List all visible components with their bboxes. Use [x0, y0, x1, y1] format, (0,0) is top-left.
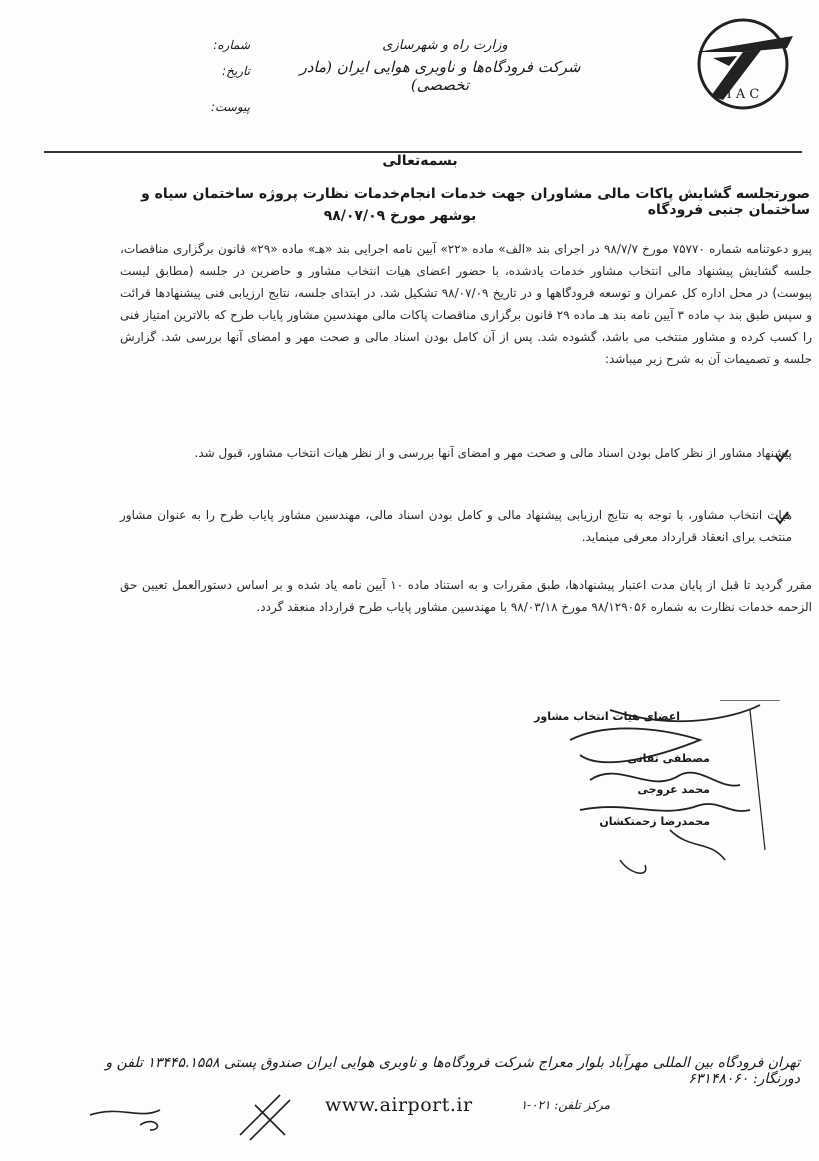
- committee-heading: اعضای هیات انتخاب مشاور: [534, 710, 680, 723]
- iac-logo: [683, 14, 803, 114]
- footer-address: تهران فرودگاه بین المللی مهرآباد بلوار معراج شرکت فرودگاه‌ها و ناوبری هوایی ایران صندوق پستی ۱۳۴۴۵.۱۵۵۸ تلفن و دورنگار: ۶۳۱۴۸۰۶۰: [105, 1055, 800, 1087]
- decision-item-2: هیات انتخاب مشاور، با توجه به نتایج ارزیابی پیشنهاد مالی و کامل بودن اسناد مالی، مهندسین مشاور پایاب طرح را به عنوان مشاور منتخب برای انعقاد قرارداد معرفی مینماید.: [120, 508, 792, 544]
- signatures-scribble: [550, 700, 780, 890]
- company-name: شرکت فرودگاه‌ها و ناوبری هوایی ایران (مادر تخصصی): [299, 58, 581, 94]
- signatory-name: محمدرضا زحمتکشان: [599, 815, 710, 828]
- footer-initials-scribble: [80, 1085, 330, 1145]
- document-title: صورتجلسه گشایش پاکات مالی مشاوران جهت خدمات انجام‌خدمات نظارت پروژه ساختمان سیاه و ساختمان جنبی فرودگاه: [141, 186, 810, 218]
- decision-item-1: پیشنهاد مشاور از نظر کامل بودن اسناد مالی و صحت مهر و امضای آنها بررسی و از نظر هیات انتخاب مشاور، قبول شد.: [194, 446, 792, 460]
- signatory-name: مصطفی تقانی: [627, 752, 710, 765]
- date-label: تاریخ:: [222, 64, 250, 78]
- date-field: [170, 64, 250, 78]
- attachment-field: [170, 100, 250, 114]
- number-label: شماره:: [213, 38, 250, 52]
- closing-paragraph: مقرر گردید تا قبل از پایان مدت اعتبار پیشنهادها، طبق مقررات و به استناد ماده ۱۰ آیین نامه یاد شده و بر اساس دستورالعمل تعیین حق الزحمه خدمات نظارت به شماره ۹۸/۱۲۹۰۵۶ مورخ ۹۸/۰۳/۱۸ با مهندسین مشاور پایاب طرح قرارداد منعقد گردد.: [120, 578, 812, 614]
- logo-lettering: I A C: [726, 87, 760, 102]
- document-title-date: بوشهر مورخ ۹۸/۰۷/۰۹: [323, 208, 477, 224]
- bismillah: بسمه‌تعالی: [382, 153, 458, 169]
- number-field: [170, 38, 250, 52]
- signatory-name: محمد عروجی: [637, 783, 710, 796]
- intro-paragraph: پیرو دعوتنامه شماره ۷۵۷۷۰ مورخ ۹۸/۷/۷ در اجرای بند «الف» ماده «۲۲» آیین نامه اجرایی بند «هـ» ماده «۲۹» قانون برگزاری مناقصات، جلسه گشایش پیشنهاد مالی انتخاب مشاور خدمات یادشده، با حضور اعضای هیات انتخاب مشاور و حاضرین در جلسه (مطابق لیست پیوست) در محل اداره کل عمران و توسعه فرودگاهها و در تاریخ ۹۸/۰۷/۰۹ تشکیل شد. در ابتدای جلسه، نتایج ارزیابی فنی پیشنهادها قرائت و سپس طبق بند پ ماده ۳ آیین نامه بند هـ ماده ۲۹ قانون برگزاری مناقصات پاکات مالی مهندسین مشاور پایاب طرح که بالاترین امتیاز فنی را کسب کرده و مشاور منتخب می باشد، گشوده شد. پس از آن کامل بودن اسناد مالی و صحت مهر و امضای آنها بررسی شد. گزارش جلسه و تصمیمات آن به شرح زیر میباشد:: [120, 242, 812, 366]
- attachment-label: پیوست:: [210, 100, 250, 114]
- footer-website[interactable]: www.airport.ir: [325, 1094, 473, 1116]
- ministry-name: وزارت راه و شهرسازی: [382, 38, 508, 53]
- footer-switchboard: مرکز تلفن: ۰۲۱-۱: [520, 1098, 610, 1112]
